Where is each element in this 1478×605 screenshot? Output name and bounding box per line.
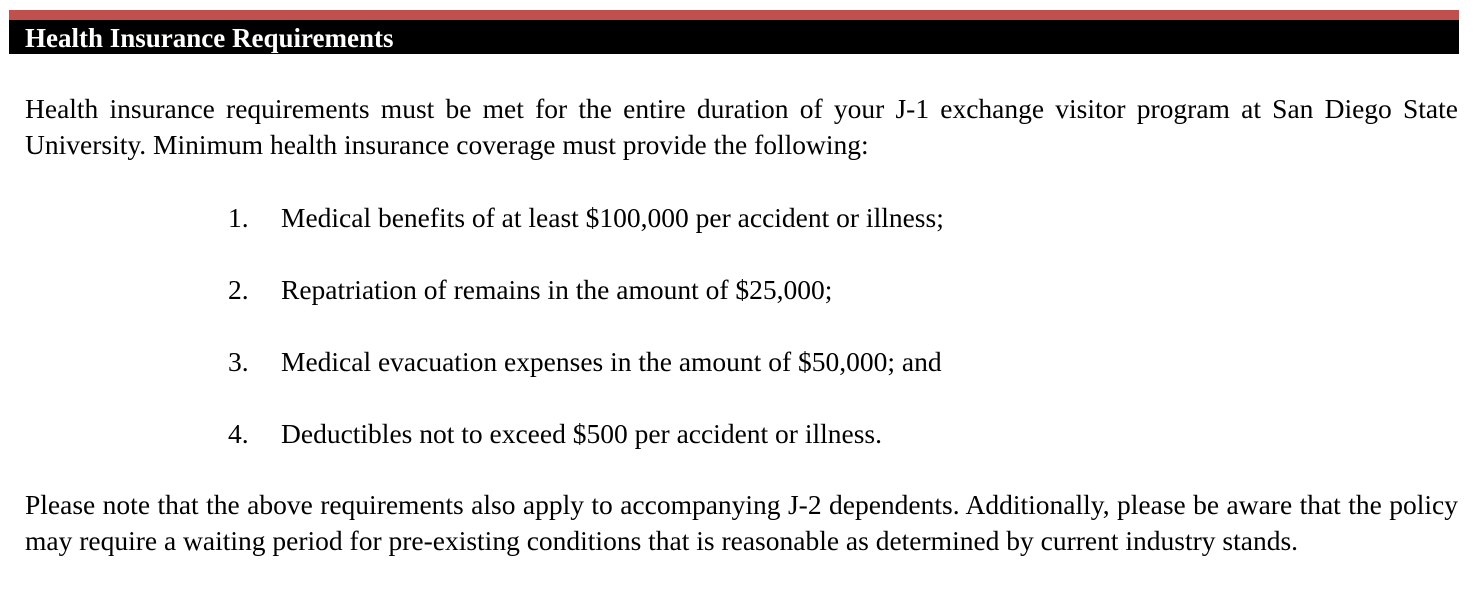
requirement-number: 4. [228,418,249,449]
intro-paragraph: Health insurance requirements must be met for the entire duration of your J-1 exchange visitor program at San Diego State University. Minimum health insurance coverage must provide the following: [25,93,1458,160]
requirement-number: 3. [228,346,249,377]
section-title: Health Insurance Requirements [25,23,394,53]
requirement-text: Medical benefits of at least $100,000 per accident or illness; [281,202,944,233]
requirement-number: 1. [228,202,249,233]
closing-paragraph: Please note that the above requirements also apply to accompanying J-2 dependents. Additionally, please be aware that the policy may require a waiting period for pre-existing conditions that is reasonable as determined by current industry stands. [25,489,1458,556]
section-header [9,20,1459,54]
requirement-text: Medical evacuation expenses in the amount of $50,000; and [281,346,942,377]
requirement-number: 2. [228,274,249,305]
requirement-text: Repatriation of remains in the amount of $25,000; [281,274,833,305]
header-accent-bar [9,10,1459,20]
requirement-text: Deductibles not to exceed $500 per accident or illness. [281,418,882,449]
